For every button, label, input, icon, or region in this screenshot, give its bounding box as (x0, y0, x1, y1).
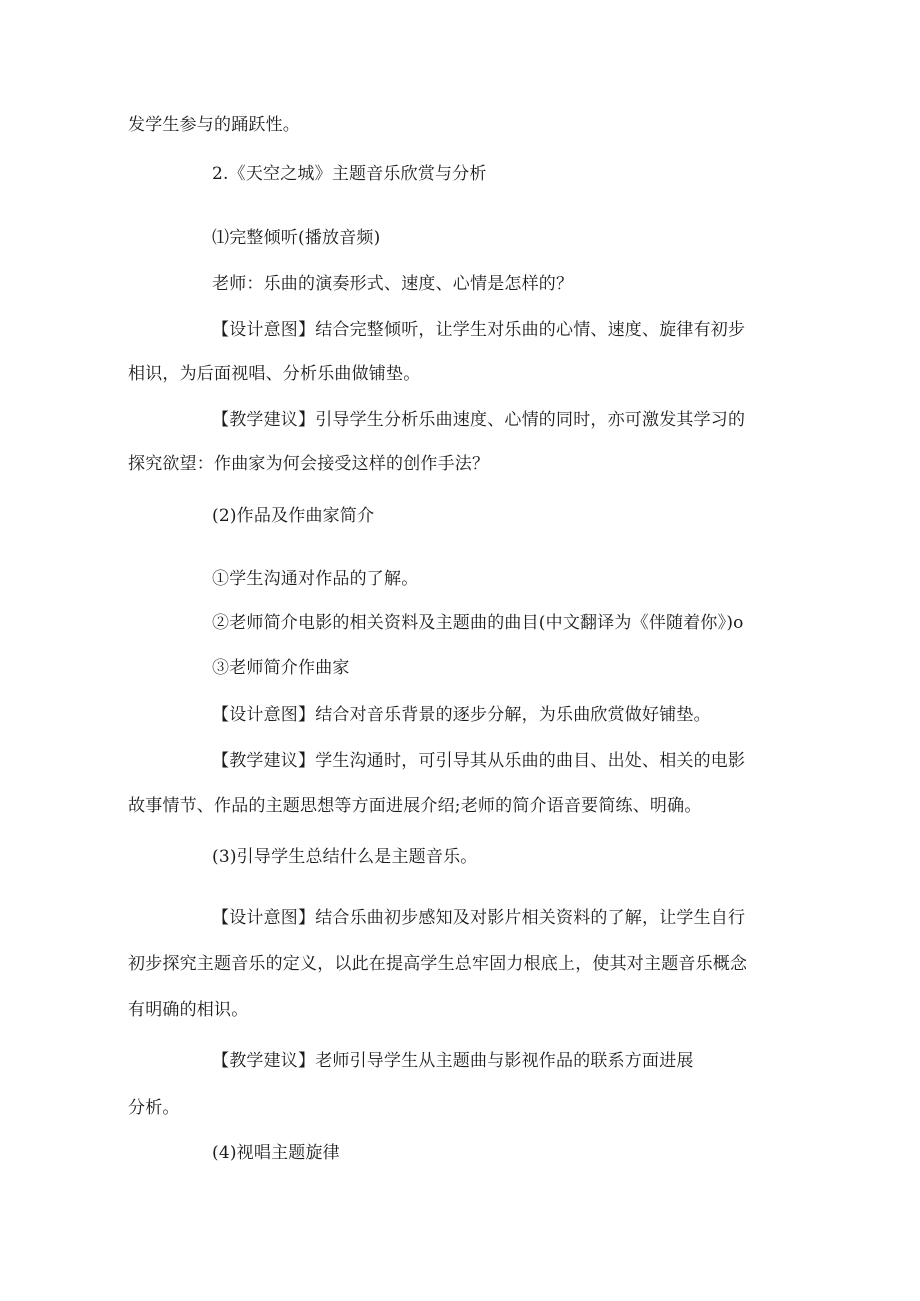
section-heading: 2.《天空之城》主题音乐欣赏与分析 (212, 164, 487, 184)
paragraph-line: 老师：乐曲的演奏形式、速度、心情是怎样的？ (212, 274, 574, 294)
paragraph-line: 【教学建议】老师引导学生从主题曲与影视作品的联系方面进展 (212, 1051, 694, 1071)
paragraph-line: 【教学建议】引导学生分析乐曲速度、心情的同时，亦可激发其学习的 (212, 410, 746, 430)
paragraph-line: 故事情节、作品的主题思想等方面进展介绍;老师的简介语音要简练、明确。 (128, 796, 702, 816)
subsection-heading: ⑴完整倾听(播放音频) (212, 228, 381, 248)
subsection-heading: (4)视唱主题旋律 (212, 1143, 340, 1163)
subsection-heading: (3)引导学生总结什么是主题音乐。 (212, 847, 478, 867)
paragraph-line: 【设计意图】结合完整倾听，让学生对乐曲的心情、速度、旋律有初步 (212, 320, 746, 340)
paragraph-line: 【设计意图】结合乐曲初步感知及对影片相关资料的了解，让学生自行 (212, 908, 746, 928)
paragraph-line: 初步探究主题音乐的定义，以此在提高学生总牢固力根底上，使其对主题音乐概念 (128, 954, 748, 974)
paragraph-line: 分析。 (128, 1098, 180, 1118)
paragraph-line: 【教学建议】学生沟通时，可引导其从乐曲的曲目、出处、相关的电影 (212, 751, 746, 771)
paragraph-line: 探究欲望：作曲家为何会接受这样的创作手法？ (128, 454, 490, 474)
paragraph-line: 相识，为后面视唱、分析乐曲做铺垫。 (128, 364, 421, 384)
paragraph-line: 发学生参与的踊跃性。 (128, 115, 300, 135)
paragraph-line: 有明确的相识。 (128, 1000, 249, 1020)
subsection-heading: (2)作品及作曲家简介 (212, 506, 375, 526)
list-item: ①学生沟通对作品的了解。 (212, 569, 419, 589)
list-item: ②老师简介电影的相关资料及主题曲的曲目(中文翻译为《伴随着你》)o (212, 613, 744, 633)
paragraph-line: 【设计意图】结合对音乐背景的逐步分解，为乐曲欣赏做好铺垫。 (212, 705, 711, 725)
list-item: ③老师简介作曲家 (212, 658, 350, 678)
